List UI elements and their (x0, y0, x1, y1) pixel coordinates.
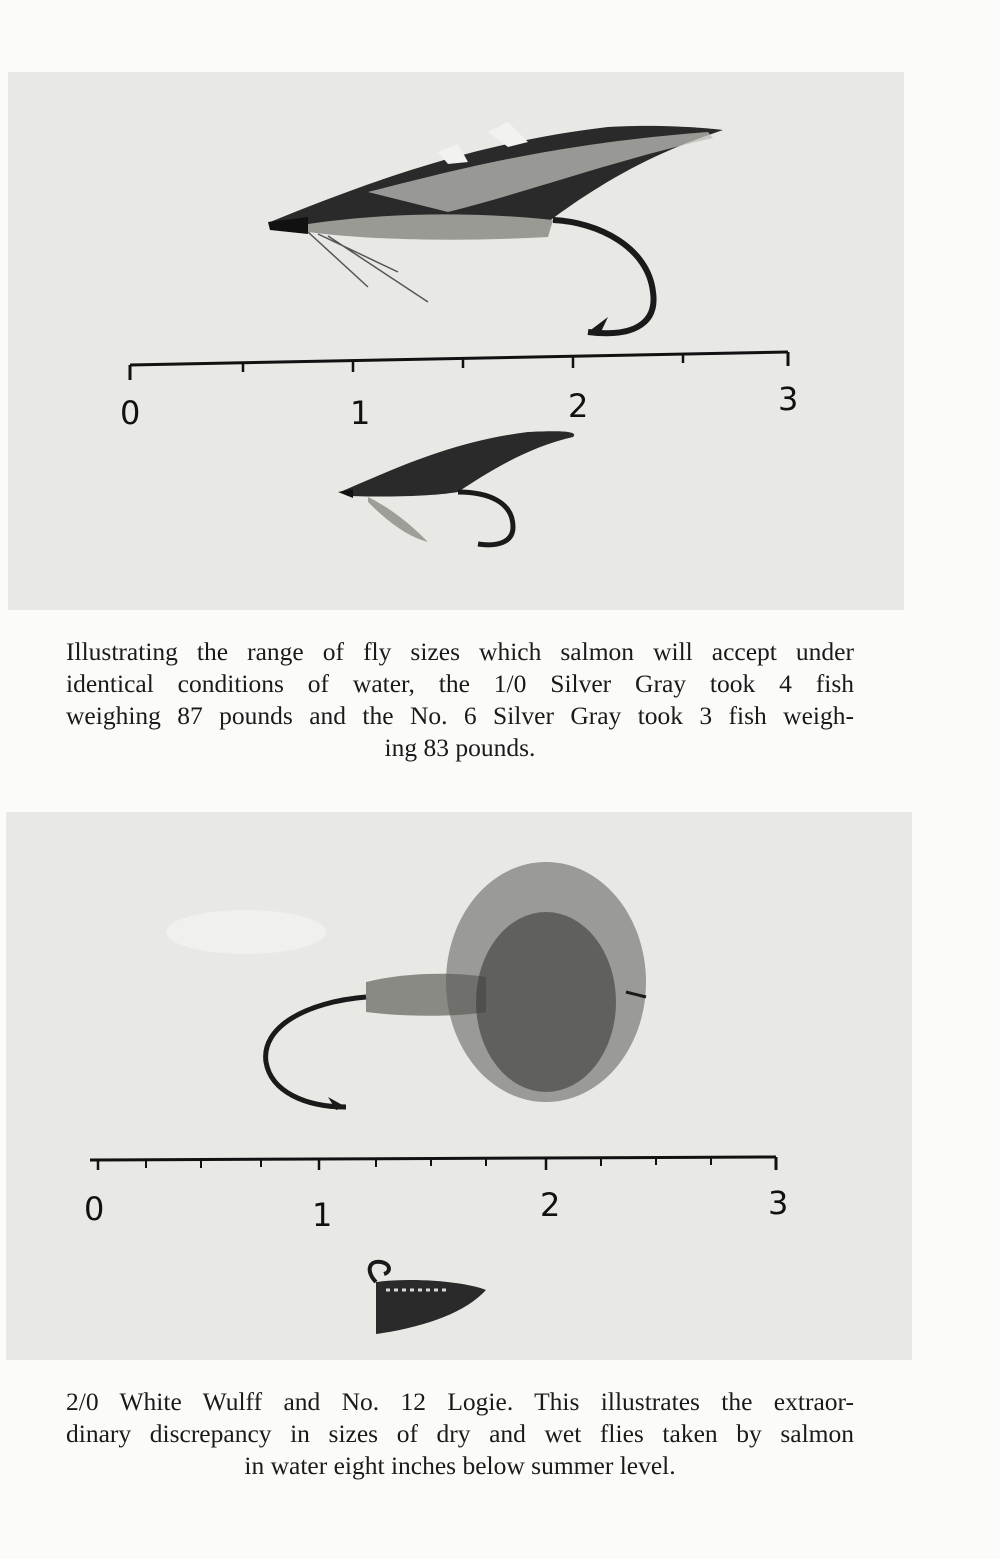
photo-plate-silver-gray (8, 72, 904, 610)
photo-plate-white-wulff (6, 812, 912, 1360)
caption-line: 2/0 White Wulff and No. 12 Logie. This illustrates the extraor- (66, 1387, 854, 1416)
caption-line: in water eight inches below summer level. (244, 1451, 676, 1480)
ruler-label-1: 1 (312, 1196, 333, 1234)
caption-white-wulff (66, 1386, 854, 1482)
ruler-label-2: 2 (540, 1186, 561, 1224)
caption-silver-gray (66, 636, 854, 764)
ruler-label-0: 0 (120, 394, 141, 432)
ruler-label-1: 1 (350, 394, 371, 432)
caption-line: dinary discrepancy in sizes of dry and wet flies taken by salmon (66, 1419, 854, 1448)
ruler-label-2: 2 (568, 387, 589, 425)
ruler-label-0: 0 (84, 1190, 105, 1228)
ruler-label-3: 3 (778, 380, 799, 418)
caption-line: Illustrating the range of fly sizes which salmon will accept under (66, 637, 854, 666)
ruler-label-3: 3 (768, 1184, 789, 1222)
caption-line: weighing 87 pounds and the No. 6 Silver Gray took 3 fish weigh- (66, 701, 854, 730)
silver-gray-photo (8, 72, 904, 610)
caption-line: ing 83 pounds. (384, 733, 536, 762)
caption-line: identical conditions of water, the 1/0 Silver Gray took 4 fish (66, 669, 854, 698)
white-wulff-photo (6, 812, 912, 1360)
